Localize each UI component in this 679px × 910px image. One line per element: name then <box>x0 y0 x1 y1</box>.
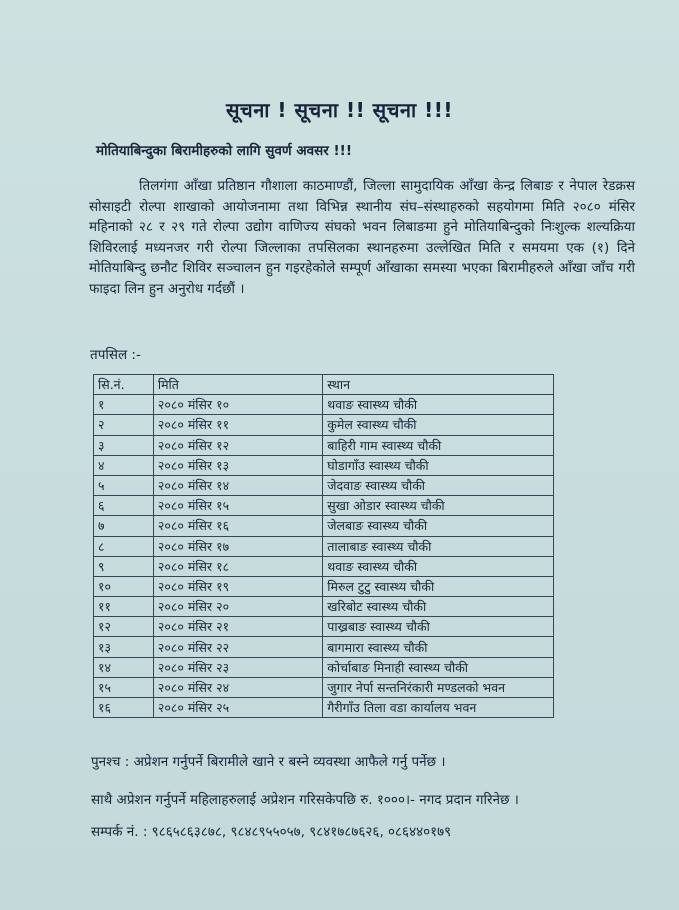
date-cell: २०८० मंसिर १८ <box>153 556 322 576</box>
date-cell: २०८० मंसिर १२ <box>153 435 322 455</box>
serial-cell: २ <box>94 415 154 435</box>
place-cell: सुखा ओडार स्वास्थ्य चौकी <box>323 496 554 516</box>
serial-cell: १० <box>94 576 154 596</box>
serial-cell: ८ <box>94 536 154 556</box>
place-cell: थवाङ स्वास्थ्य चौकी <box>323 395 554 415</box>
place-cell: पाख्रबाङ स्वास्थ्य चौकी <box>323 617 554 637</box>
table-row <box>94 455 554 475</box>
notice-subtitle: मोतियाबिन्दुका बिरामीहरुको लागि सुवर्ण अवसर !!! <box>96 143 352 159</box>
table-row <box>94 516 554 536</box>
place-cell: जुगार नेर्पा सन्तनिरंकारी मण्डलको भवन <box>323 677 554 697</box>
serial-cell: ४ <box>94 455 154 475</box>
date-cell: २०८० मंसिर १५ <box>153 496 322 516</box>
date-cell: २०८० मंसिर १६ <box>153 516 322 536</box>
place-cell: बाहिरी गाम स्वास्थ्य चौकी <box>323 435 554 455</box>
serial-cell: १३ <box>94 637 154 657</box>
serial-cell: ९ <box>94 556 154 576</box>
serial-cell: ३ <box>94 435 154 455</box>
header-date: मिति <box>153 375 322 395</box>
serial-cell: ६ <box>94 496 154 516</box>
header-place: स्थान <box>323 375 554 395</box>
postscript-note: पुनश्च : अप्रेशन गर्नुपर्ने बिरामीले खाने र बस्ने व्यवस्था आफैले गर्नु पर्नेछ । <box>91 754 446 770</box>
schedule-table <box>93 374 554 718</box>
place-cell: खरिबोट स्वास्थ्य चौकी <box>323 597 554 617</box>
date-cell: २०८० मंसिर १० <box>153 395 322 415</box>
place-cell: जेदवाङ स्वास्थ्य चौकी <box>323 475 554 495</box>
date-cell: २०८० मंसिर १४ <box>153 475 322 495</box>
table-row <box>94 556 554 576</box>
place-cell: मिरुल टुटु स्वास्थ्य चौकी <box>323 576 554 596</box>
schedule-header-row <box>94 375 554 395</box>
header-serial: सि.नं. <box>94 375 154 395</box>
date-cell: २०८० मंसिर २२ <box>153 637 322 657</box>
serial-cell: १६ <box>94 698 154 718</box>
women-cash-note: साथै अप्रेशन गर्नुपर्ने महिलाहरुलाई अप्रेशन गरिसकेपछि रु. १०००।- नगद प्रदान गरिनेछ । <box>91 792 519 808</box>
date-cell: २०८० मंसिर २० <box>153 597 322 617</box>
contact-numbers: सम्पर्क नं. : ९८६५८६३८७८, ९८४८९५५०५७, ९८४१७८७६२६, ०८६४४०१७९ <box>91 824 452 840</box>
date-cell: २०८० मंसिर २३ <box>153 657 322 677</box>
serial-cell: १४ <box>94 657 154 677</box>
date-cell: २०८० मंसिर २५ <box>153 698 322 718</box>
date-cell: २०८० मंसिर २१ <box>153 617 322 637</box>
notice-paragraph: तिलगंगा आँखा प्रतिष्ठान गौशाला काठमाण्डौं, जिल्ला सामुदायिक आँखा केन्द्र लिबाङ र नेपाल रेडक्रस सोसाइटी रोल्पा शाखाको आयोजनामा तथा विभिन्न स्थानीय संघ–संस्थाहरुको सहयोगमा मिति २०८० मंसिर महिनाको २८ र २९ गते रोल्पा उद्योग वाणिज्य संघको भवन लिबाङमा हुने मोतियाबिन्दुको निःशुल्क शल्यक्रिया शिविरलाई मध्यनजर गरी रोल्पा जिल्लाका तपसिलका स्थानहरुमा उल्लेखित मिति र समयमा एक (१) दिने मोतियाबिन्दु छनौट शिविर सञ्चालन हुन गइरहेकोले सम्पूर्ण आँखाका समस्या भएका बिरामीहरुले आँखा जाँच गरी फाइदा लिन हुन अनुरोध गर्दछौं । <box>89 178 635 297</box>
date-cell: २०८० मंसिर १९ <box>153 576 322 596</box>
place-cell: तालाबाङ स्वास्थ्य चौकी <box>323 536 554 556</box>
date-cell: २०८० मंसिर १७ <box>153 536 322 556</box>
place-cell: कुमेल स्वास्थ्य चौकी <box>323 415 554 435</box>
table-row <box>94 677 554 697</box>
serial-cell: ५ <box>94 475 154 495</box>
serial-cell: ७ <box>94 516 154 536</box>
table-row <box>94 415 554 435</box>
table-row <box>94 637 554 657</box>
table-row <box>94 435 554 455</box>
place-cell: गैरीगाँउ तिला वडा कार्यालय भवन <box>323 698 554 718</box>
table-row <box>94 617 554 637</box>
notice-title: सूचना ! सूचना !! सूचना !!! <box>225 98 454 122</box>
date-cell: २०८० मंसिर ११ <box>153 415 322 435</box>
table-row <box>94 496 554 516</box>
table-row <box>94 395 554 415</box>
place-cell: बागमारा स्वास्थ्य चौकी <box>323 637 554 657</box>
place-cell: जेलबाङ स्वास्थ्य चौकी <box>323 516 554 536</box>
table-row <box>94 597 554 617</box>
table-row <box>94 475 554 495</box>
place-cell: घोडागाँउ स्वास्थ्य चौकी <box>323 455 554 475</box>
table-row <box>94 657 554 677</box>
place-cell: कोर्चाबाङ मिनाही स्वास्थ्य चौकी <box>323 657 554 677</box>
table-row <box>94 576 554 596</box>
date-cell: २०८० मंसिर १३ <box>153 455 322 475</box>
table-row <box>94 698 554 718</box>
serial-cell: १२ <box>94 617 154 637</box>
serial-cell: १ <box>94 395 154 415</box>
table-row <box>94 536 554 556</box>
serial-cell: १५ <box>94 677 154 697</box>
serial-cell: ११ <box>94 597 154 617</box>
tapasil-label: तपसिल :- <box>90 347 141 363</box>
place-cell: थवाङ स्वास्थ्य चौकी <box>323 556 554 576</box>
date-cell: २०८० मंसिर २४ <box>153 677 322 697</box>
